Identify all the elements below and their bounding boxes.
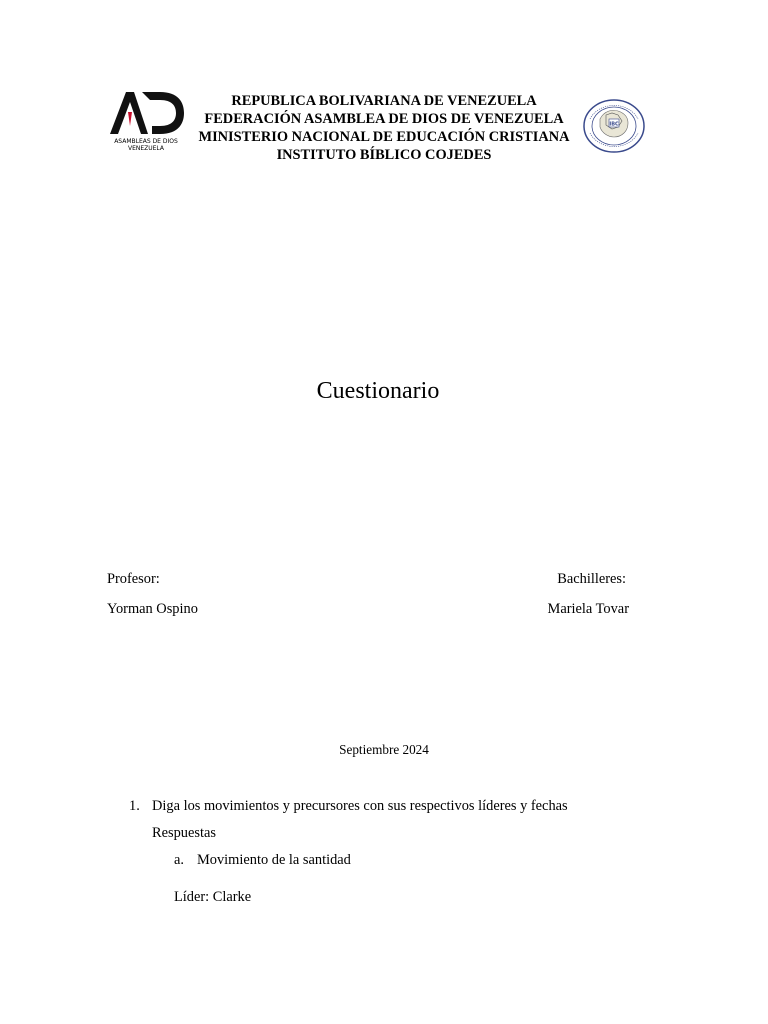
instituto-seal-logo xyxy=(582,97,646,155)
header-line-ministry: MINISTERIO NACIONAL DE EDUCACIÓN CRISTIANA xyxy=(198,129,570,145)
ad-mark-icon xyxy=(108,88,186,136)
question-number: 1. xyxy=(129,798,140,814)
profesor-label: Profesor: xyxy=(107,571,160,587)
institution-header xyxy=(184,92,584,164)
answer-item-text: Movimiento de la santidad xyxy=(197,852,351,868)
header-line-federation: FEDERACIÓN ASAMBLEA DE DIOS DE VENEZUELA xyxy=(204,111,564,127)
answer-item-letter: a. xyxy=(174,852,184,868)
document-date: Septiembre 2024 xyxy=(339,742,429,757)
header-line-institute: INSTITUTO BÍBLICO COJEDES xyxy=(276,147,492,163)
seal-center-text: IBC xyxy=(609,121,619,128)
asambleas-de-dios-logo xyxy=(108,88,188,154)
question-text: Diga los movimientos y precursores con sus respectivos líderes y fechas xyxy=(152,798,568,814)
seal-icon xyxy=(582,97,646,155)
logo-tagline-line1: ASAMBLEAS DE DIOS xyxy=(114,138,178,145)
logo-tagline-line2: VENEZUELA xyxy=(127,145,165,152)
bachilleres-label: Bachilleres: xyxy=(557,571,626,587)
bachilleres-name: Mariela Tovar xyxy=(547,601,629,617)
answers-label: Respuestas xyxy=(152,825,216,841)
answer-item-leader: Líder: Clarke xyxy=(174,889,252,905)
document-title: Cuestionario xyxy=(316,378,440,404)
profesor-name: Yorman Ospino xyxy=(107,601,198,617)
header-line-republic: REPUBLICA BOLIVARIANA DE VENEZUELA xyxy=(231,93,537,109)
